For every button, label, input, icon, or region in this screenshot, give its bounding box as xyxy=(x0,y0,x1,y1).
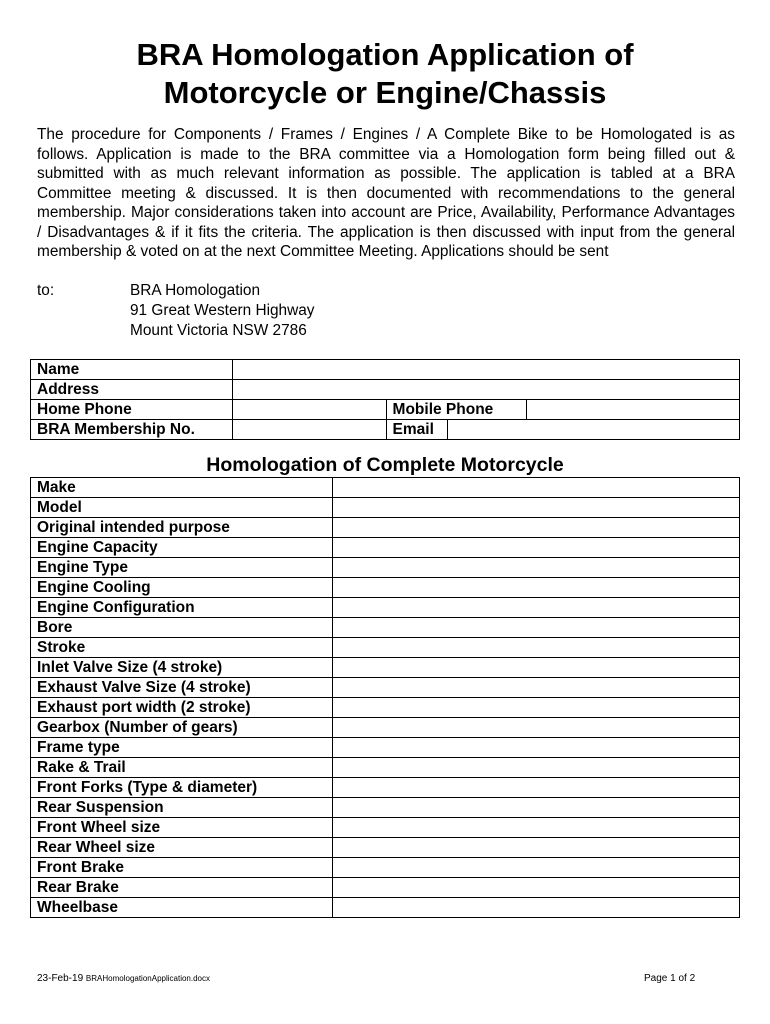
page-title xyxy=(0,36,770,112)
table-row xyxy=(31,598,740,618)
field-label: Engine Cooling xyxy=(31,578,333,598)
table-row xyxy=(31,558,740,578)
email-label: Email xyxy=(386,420,447,440)
table-row xyxy=(31,420,740,440)
table-row xyxy=(31,758,740,778)
membership-label: BRA Membership No. xyxy=(31,420,233,440)
name-label: Name xyxy=(31,360,233,380)
field-value[interactable] xyxy=(332,738,739,758)
field-value[interactable] xyxy=(332,858,739,878)
field-value[interactable] xyxy=(332,818,739,838)
field-label: Engine Capacity xyxy=(31,538,333,558)
field-value[interactable] xyxy=(332,698,739,718)
field-value[interactable] xyxy=(332,798,739,818)
table-row xyxy=(31,538,740,558)
home-phone-label: Home Phone xyxy=(31,400,233,420)
address-label: Address xyxy=(31,380,233,400)
table-row xyxy=(31,678,740,698)
table-row xyxy=(31,778,740,798)
field-label: Bore xyxy=(31,618,333,638)
address-line-3: Mount Victoria NSW 2786 xyxy=(130,322,307,339)
field-value[interactable] xyxy=(332,838,739,858)
field-label: Gearbox (Number of gears) xyxy=(31,718,333,738)
table-row xyxy=(31,380,740,400)
mobile-phone-label: Mobile Phone xyxy=(386,400,527,420)
table-row xyxy=(31,698,740,718)
title-line-2: Motorcycle or Engine/Chassis xyxy=(163,75,607,110)
footer-page-number: Page 1 of 2 xyxy=(644,973,696,984)
section-title: Homologation of Complete Motorcycle xyxy=(206,454,564,476)
field-label: Stroke xyxy=(31,638,333,658)
field-label: Exhaust Valve Size (4 stroke) xyxy=(31,678,333,698)
field-label: Rear Suspension xyxy=(31,798,333,818)
table-row xyxy=(31,498,740,518)
field-value[interactable] xyxy=(332,478,739,498)
applicant-details-table xyxy=(30,359,740,440)
table-row xyxy=(31,638,740,658)
table-row xyxy=(31,838,740,858)
table-row xyxy=(31,818,740,838)
footer-filename: BRAHomologationApplication.docx xyxy=(85,974,210,983)
table-row xyxy=(31,618,740,638)
intro-paragraph: The procedure for Components / Frames / Engines / A Complete Bike to be Homologated is as follows. Application is made to the BRA committee via a Homologation form being filled out & submitted with as much relevant information as possible. The application is tabled at a BRA Committee meeting & discussed. It is then documented with recommendations to the general membership. Major considerations taken into account are Price, Availability, Performance Advantages / Disadvantages & if it fits the criteria. The application is then discussed with input from the general membership & voted on at the next Committee Meeting. Applications should be sent xyxy=(37,126,735,260)
field-value[interactable] xyxy=(332,778,739,798)
field-label: Front Brake xyxy=(31,858,333,878)
field-value[interactable] xyxy=(332,878,739,898)
field-label: Original intended purpose xyxy=(31,518,333,538)
table-row xyxy=(31,360,740,380)
field-value[interactable] xyxy=(332,578,739,598)
field-value[interactable] xyxy=(332,658,739,678)
home-phone-field[interactable] xyxy=(232,400,386,420)
field-value[interactable] xyxy=(332,758,739,778)
email-field[interactable] xyxy=(447,420,739,440)
field-value[interactable] xyxy=(332,678,739,698)
table-row xyxy=(31,478,740,498)
field-value[interactable] xyxy=(332,898,739,918)
address-line-2: 91 Great Western Highway xyxy=(130,302,315,319)
table-row xyxy=(31,518,740,538)
field-label: Engine Type xyxy=(31,558,333,578)
table-row xyxy=(31,798,740,818)
field-label: Engine Configuration xyxy=(31,598,333,618)
field-label: Wheelbase xyxy=(31,898,333,918)
field-label: Rear Wheel size xyxy=(31,838,333,858)
field-value[interactable] xyxy=(332,638,739,658)
field-value[interactable] xyxy=(332,618,739,638)
field-value[interactable] xyxy=(332,498,739,518)
table-row xyxy=(31,578,740,598)
table-row xyxy=(31,858,740,878)
title-line-1: BRA Homologation Application of xyxy=(136,37,634,72)
table-row xyxy=(31,658,740,678)
field-value[interactable] xyxy=(332,598,739,618)
footer-date: 23-Feb-19 xyxy=(37,973,84,984)
field-value[interactable] xyxy=(332,558,739,578)
field-label: Frame type xyxy=(31,738,333,758)
table-row xyxy=(31,400,740,420)
name-field[interactable] xyxy=(232,360,739,380)
field-value[interactable] xyxy=(332,518,739,538)
membership-field[interactable] xyxy=(232,420,386,440)
field-label: Front Forks (Type & diameter) xyxy=(31,778,333,798)
field-label: Model xyxy=(31,498,333,518)
table-row xyxy=(31,878,740,898)
field-label: Inlet Valve Size (4 stroke) xyxy=(31,658,333,678)
table-row xyxy=(31,898,740,918)
field-label: Rear Brake xyxy=(31,878,333,898)
field-value[interactable] xyxy=(332,718,739,738)
field-label: Make xyxy=(31,478,333,498)
field-label: Exhaust port width (2 stroke) xyxy=(31,698,333,718)
address-to-label: to: xyxy=(37,282,55,299)
table-row xyxy=(31,718,740,738)
mobile-phone-field[interactable] xyxy=(527,400,740,420)
motorcycle-details-table xyxy=(30,477,740,918)
address-line-1: BRA Homologation xyxy=(130,282,261,299)
field-value[interactable] xyxy=(332,538,739,558)
field-label: Front Wheel size xyxy=(31,818,333,838)
footer-file-info xyxy=(37,973,210,984)
address-field[interactable] xyxy=(232,380,739,400)
table-row xyxy=(31,738,740,758)
field-label: Rake & Trail xyxy=(31,758,333,778)
